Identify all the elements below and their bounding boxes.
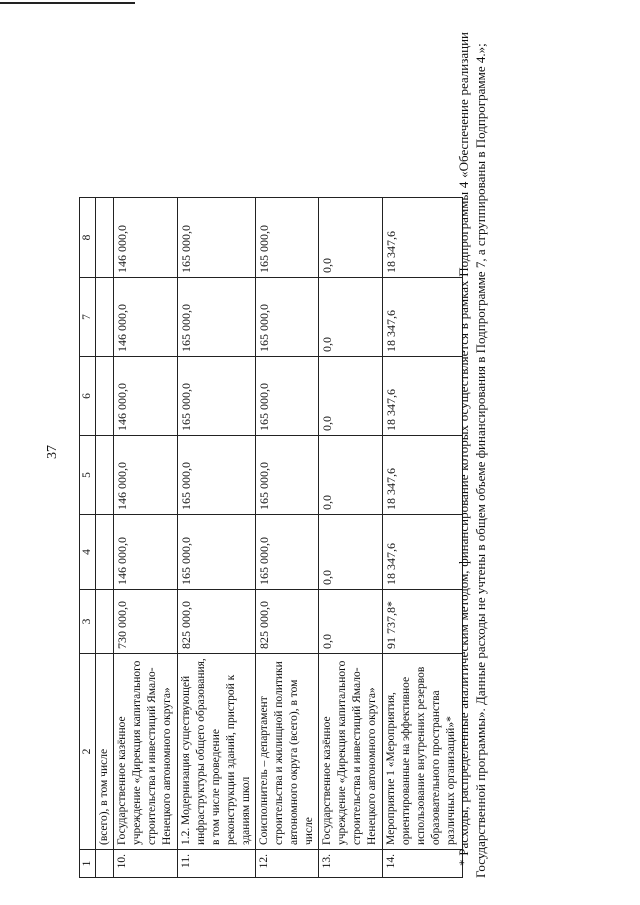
value-cell: 165 000,0 [178,278,256,357]
value-cell: 0,0 [319,278,383,357]
value-cell: 146 000,0 [114,278,178,357]
table-row [178,198,256,878]
rotated-page [45,32,605,878]
row-name: Государственное казённое учреждение «Дирекция капитального строительства и инвестиций Ямало-Ненецкого автономного округа» [319,654,383,850]
value-cell: 165 000,0 [256,198,319,278]
value-cell: 18 347,6 [383,515,463,590]
value-cell [96,198,114,278]
row-name: Соисполнитель – департамент строительства и жилищной политики автономного округа (всего), в том числе [256,654,319,850]
value-cell: 165 000,0 [256,515,319,590]
value-cell: 0,0 [319,590,383,654]
row-number: 10. [114,850,178,878]
column-header: 3 [80,590,96,654]
row-name: 1.2. Модернизация существующей инфраструктуры общего образования, в том числе проведение реконструкции зданий, пристрой к зданиям школ [178,654,256,850]
row-number: 11. [178,850,256,878]
budget-table [79,197,463,878]
table-row [96,198,114,878]
row-name: (всего), в том числе [96,654,114,850]
value-cell: 146 000,0 [114,515,178,590]
value-cell: 0,0 [319,357,383,436]
value-cell: 165 000,0 [178,515,256,590]
value-cell: 146 000,0 [114,198,178,278]
value-cell: 165 000,0 [178,198,256,278]
table-row [114,198,178,878]
value-cell: 146 000,0 [114,436,178,515]
table-row [256,198,319,878]
value-cell: 165 000,0 [178,436,256,515]
value-cell [96,357,114,436]
row-number: 14. [383,850,463,878]
value-cell: 825 000,0 [256,590,319,654]
value-cell: 91 737,8* [383,590,463,654]
value-cell: 0,0 [319,436,383,515]
table-row [383,198,463,878]
row-name: Мероприятие 1 «Мероприятия, ориентированные на эффективное использование внутренних резервов образовательного пространства различных организаций»* [383,654,463,850]
value-cell [96,515,114,590]
column-header: 4 [80,515,96,590]
value-cell [96,436,114,515]
row-number: 12. [256,850,319,878]
value-cell: 165 000,0 [178,357,256,436]
value-cell [96,278,114,357]
value-cell: 18 347,6 [383,357,463,436]
value-cell: 730 000,0 [114,590,178,654]
column-header: 1 [80,850,96,878]
row-number [96,850,114,878]
value-cell: 0,0 [319,198,383,278]
column-header: 7 [80,278,96,357]
value-cell: 825 000,0 [178,590,256,654]
column-header: 5 [80,436,96,515]
value-cell: 146 000,0 [114,357,178,436]
value-cell: 165 000,0 [256,357,319,436]
table-row [319,198,383,878]
value-cell: 18 347,6 [383,198,463,278]
column-header: 8 [80,198,96,278]
value-cell [96,590,114,654]
page-number: 37 [45,445,60,459]
value-cell: 165 000,0 [256,278,319,357]
value-cell: 18 347,6 [383,278,463,357]
value-cell: 165 000,0 [256,436,319,515]
top-rule [0,2,135,4]
value-cell: 0,0 [319,515,383,590]
column-header: 2 [80,654,96,850]
row-number: 13. [319,850,383,878]
footnote: * Расходы, распределенные аналитическим методом, финансирование которых осуществляется в рамках Подпрограммы 4 «Обеспечение реализации Государственной программы». Данные расходы не учтены в общем объеме финансирования в Подпрограмме 7, а сгруппированы в Подпрограмме 4.»; [456,32,488,878]
row-name: Государственное казённое учреждение «Дирекция капитального строительства и инвестиций Ямало-Ненецкого автономного округа» [114,654,178,850]
column-header: 6 [80,357,96,436]
column-number-row [80,198,96,878]
value-cell: 18 347,6 [383,436,463,515]
